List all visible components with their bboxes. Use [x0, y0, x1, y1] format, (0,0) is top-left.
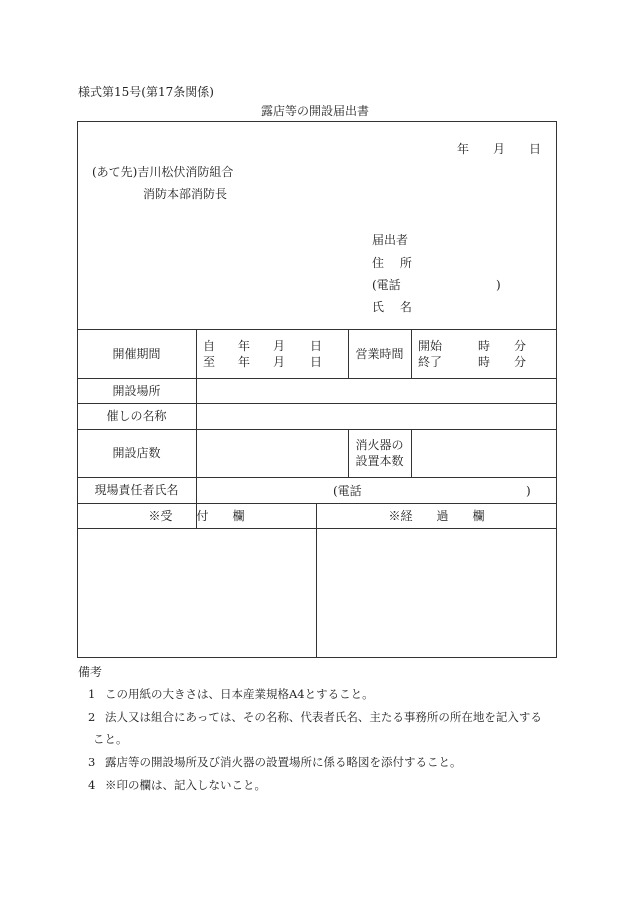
store-count-label: 開設店数	[112, 446, 161, 460]
business-hours-label: 営業時間	[355, 346, 404, 361]
note-2-text-continued: こと。	[93, 732, 128, 746]
period-to-year: 年	[238, 355, 251, 369]
location-label: 開設場所	[112, 383, 161, 398]
date-year: 年	[457, 142, 470, 156]
applicant-phone-open: (電話	[372, 278, 401, 292]
date-month: 月	[493, 142, 506, 156]
form-number: 様式第15号(第17条関係)	[78, 85, 214, 99]
note-2-text: 法人又は組合にあっては、その名称、代表者氏名、主たる事務所の所在地を記入する	[105, 710, 542, 724]
event-name-label: 催しの名称	[106, 409, 167, 423]
note-1-number: 1	[88, 687, 96, 701]
hours-start-minute: 分	[514, 339, 527, 353]
applicant-label: 届出者	[372, 233, 409, 247]
reception-label: ※受 付 欄	[148, 508, 245, 523]
hours-start-label: 開始	[418, 339, 443, 353]
period-from-day: 日	[310, 339, 323, 353]
manager-phone-close: )	[526, 484, 531, 498]
note-1-text: この用紙の大きさは、日本産業規格A4とすること。	[105, 687, 374, 701]
manager-phone-open: (電話	[333, 484, 362, 498]
rule-headers	[77, 528, 557, 529]
note-3-text: 露店等の開設場所及び消火器の設置場所に係る略図を添付すること。	[105, 755, 462, 769]
period-from-year: 年	[238, 339, 251, 353]
note-4-number: 4	[88, 778, 96, 792]
addressee-line1: (あて先)吉川松伏消防組合	[92, 165, 234, 179]
period-to-day: 日	[310, 355, 323, 369]
addressee-line2: 消防本部消防長	[143, 187, 228, 201]
extinguisher-label-line2: 設置本数	[355, 454, 404, 468]
rule-hours-split	[411, 329, 412, 378]
date-day: 日	[529, 142, 542, 156]
period-to-prefix: 至	[203, 355, 216, 369]
extinguisher-label-line1: 消火器の	[355, 438, 404, 452]
applicant-phone-close: )	[496, 278, 501, 292]
applicant-address-label: 住 所	[372, 256, 418, 270]
note-3-number: 3	[88, 755, 96, 769]
period-from-month: 月	[273, 339, 286, 353]
notes-heading: 備考	[78, 665, 103, 679]
period-from-prefix: 自	[203, 339, 216, 353]
applicant-name-label: 氏 名	[372, 300, 418, 314]
progress-label: ※経 過 欄	[388, 508, 485, 523]
rule-extinguisher-split	[411, 429, 412, 477]
hours-end-label: 終了	[418, 355, 443, 369]
period-to-month: 月	[273, 355, 286, 369]
extinguisher-label	[348, 429, 411, 477]
note-4-text: ※印の欄は、記入しないこと。	[105, 778, 266, 792]
form-title: 露店等の開設届出書	[260, 104, 369, 118]
period-label: 開催期間	[112, 346, 161, 361]
hours-end-minute: 分	[514, 355, 527, 369]
manager-label: 現場責任者氏名	[94, 483, 179, 497]
rule-label-column	[196, 329, 197, 528]
note-2-number: 2	[88, 710, 96, 724]
hours-start-hour: 時	[478, 339, 491, 353]
hours-end-hour: 時	[478, 355, 491, 369]
